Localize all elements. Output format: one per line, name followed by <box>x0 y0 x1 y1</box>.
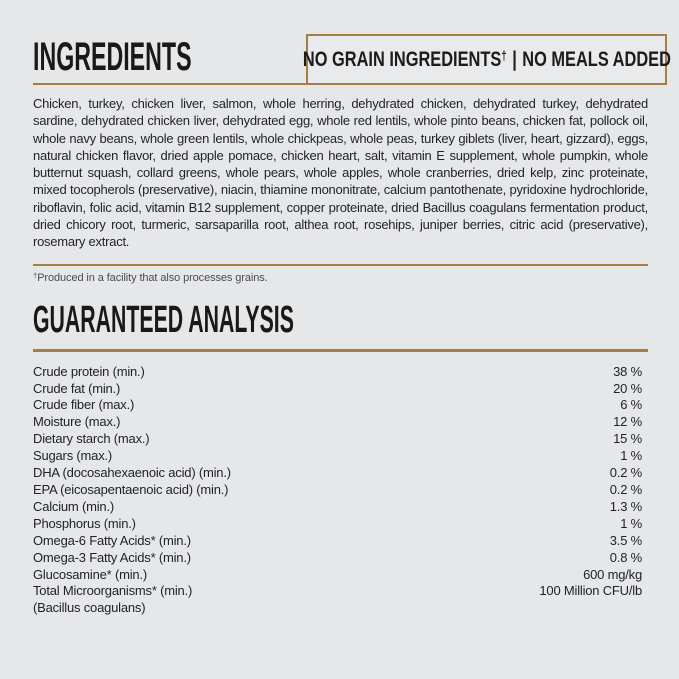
divider-rule <box>33 264 648 266</box>
label-content <box>33 0 671 617</box>
analysis-row-label: EPA (eicosapentaenoic acid) (min.) <box>33 482 229 498</box>
analysis-row-label: Sugars (max.) <box>33 448 113 464</box>
badge-dagger: † <box>501 48 507 63</box>
grain-facility-footnote <box>33 271 648 284</box>
analysis-row-value: 0.8 % <box>609 549 642 565</box>
footnote-text: Produced in a facility that also processes grains. <box>37 271 268 284</box>
analysis-row-label: Dietary starch (max.) <box>33 431 150 447</box>
analysis-row-value: 600 mg/kg <box>583 566 642 582</box>
analysis-row <box>33 482 648 499</box>
analysis-divider-rule <box>33 349 648 352</box>
badge-left-text: NO GRAIN INGREDIENTS <box>302 47 502 71</box>
analysis-row <box>33 583 648 600</box>
analysis-row <box>33 600 648 617</box>
analysis-row-label: Crude fat (min.) <box>33 380 121 396</box>
analysis-row-value: 3.5 % <box>609 532 642 548</box>
analysis-row-value: 0.2 % <box>609 482 642 498</box>
analysis-row-value: 20 % <box>613 380 642 396</box>
analysis-row-value: 1 % <box>620 448 642 464</box>
analysis-row <box>33 516 648 533</box>
analysis-row-label: (Bacillus coagulans) <box>33 600 146 616</box>
analysis-row <box>33 499 648 516</box>
analysis-row-value: 6 % <box>620 397 642 413</box>
analysis-row-value: 100 Million CFU/lb <box>539 583 642 599</box>
analysis-row-label: Crude protein (min.) <box>33 363 145 379</box>
analysis-row-value: 12 % <box>613 414 642 430</box>
analysis-row <box>33 397 648 414</box>
analysis-row-label: Crude fiber (max.) <box>33 397 135 413</box>
analysis-row-label: Calcium (min.) <box>33 498 114 514</box>
analysis-row <box>33 364 648 381</box>
badge-right-text: NO MEALS ADDED <box>522 47 671 71</box>
analysis-row-value: 15 % <box>613 431 642 447</box>
analysis-row <box>33 414 648 431</box>
badge-separator: | <box>512 47 517 71</box>
ingredients-list-text: Chicken, turkey, chicken liver, salmon, whole herring, dehydrated chicken, dehydrated turkey, dehydrated sardine, dehydrated chicken liver, dehydrated egg, whole red lentils, whole pinto beans, chicken fat, pollock oil, whole navy beans, whole green lentils, whole chickpeas, whole peas, turkey giblets (liver, heart, gizzard), eggs, natural chicken flavor, dried apple pomace, chicken heart, salt, vitamin E supplement, whole pumpkin, whole butternut squash, collard greens, whole pears, whole apples, whole cranberries, dried kelp, zinc proteinate, mixed tocopherols (preservative), niacin, thiamine mononitrate, calcium pantothenate, pyridoxine hydrochloride, riboflavin, folic acid, vitamin B12 supplement, copper proteinate, dried Bacillus coagulans fermentation product, dried chicory root, turmeric, sarsaparilla root, althea root, rosehips, juniper berries, citric acid (preservative), rosemary extract. <box>33 96 648 250</box>
analysis-row-value: 0.2 % <box>609 465 642 481</box>
guaranteed-analysis-title: GUARANTEED ANALYSIS <box>33 298 294 341</box>
ingredients-title: INGREDIENTS <box>33 35 192 79</box>
analysis-row <box>33 431 648 448</box>
analysis-row <box>33 550 648 567</box>
analysis-row-label: Omega-3 Fatty Acids* (min.) <box>33 549 191 565</box>
analysis-row-label: Omega-6 Fatty Acids* (min.) <box>33 532 191 548</box>
analysis-row <box>33 381 648 398</box>
analysis-row <box>33 533 648 550</box>
ingredients-header <box>33 0 671 85</box>
analysis-row-label: Phosphorus (min.) <box>33 515 136 531</box>
analysis-row-value: 1 % <box>620 515 642 531</box>
analysis-row-label: Glucosamine* (min.) <box>33 566 147 582</box>
no-grain-badge <box>302 34 671 85</box>
analysis-row <box>33 465 648 482</box>
analysis-row <box>33 448 648 465</box>
analysis-row-value: 38 % <box>613 363 642 379</box>
analysis-row-label: Moisture (max.) <box>33 414 121 430</box>
no-grain-badge-text <box>303 48 671 72</box>
footnote-dagger: † <box>33 270 38 280</box>
analysis-row-label: DHA (docosahexaenoic acid) (min.) <box>33 465 231 481</box>
analysis-row-value: 1.3 % <box>609 498 642 514</box>
analysis-row-label: Total Microorganisms* (min.) <box>33 583 193 599</box>
analysis-row <box>33 567 648 584</box>
analysis-table <box>33 364 648 618</box>
